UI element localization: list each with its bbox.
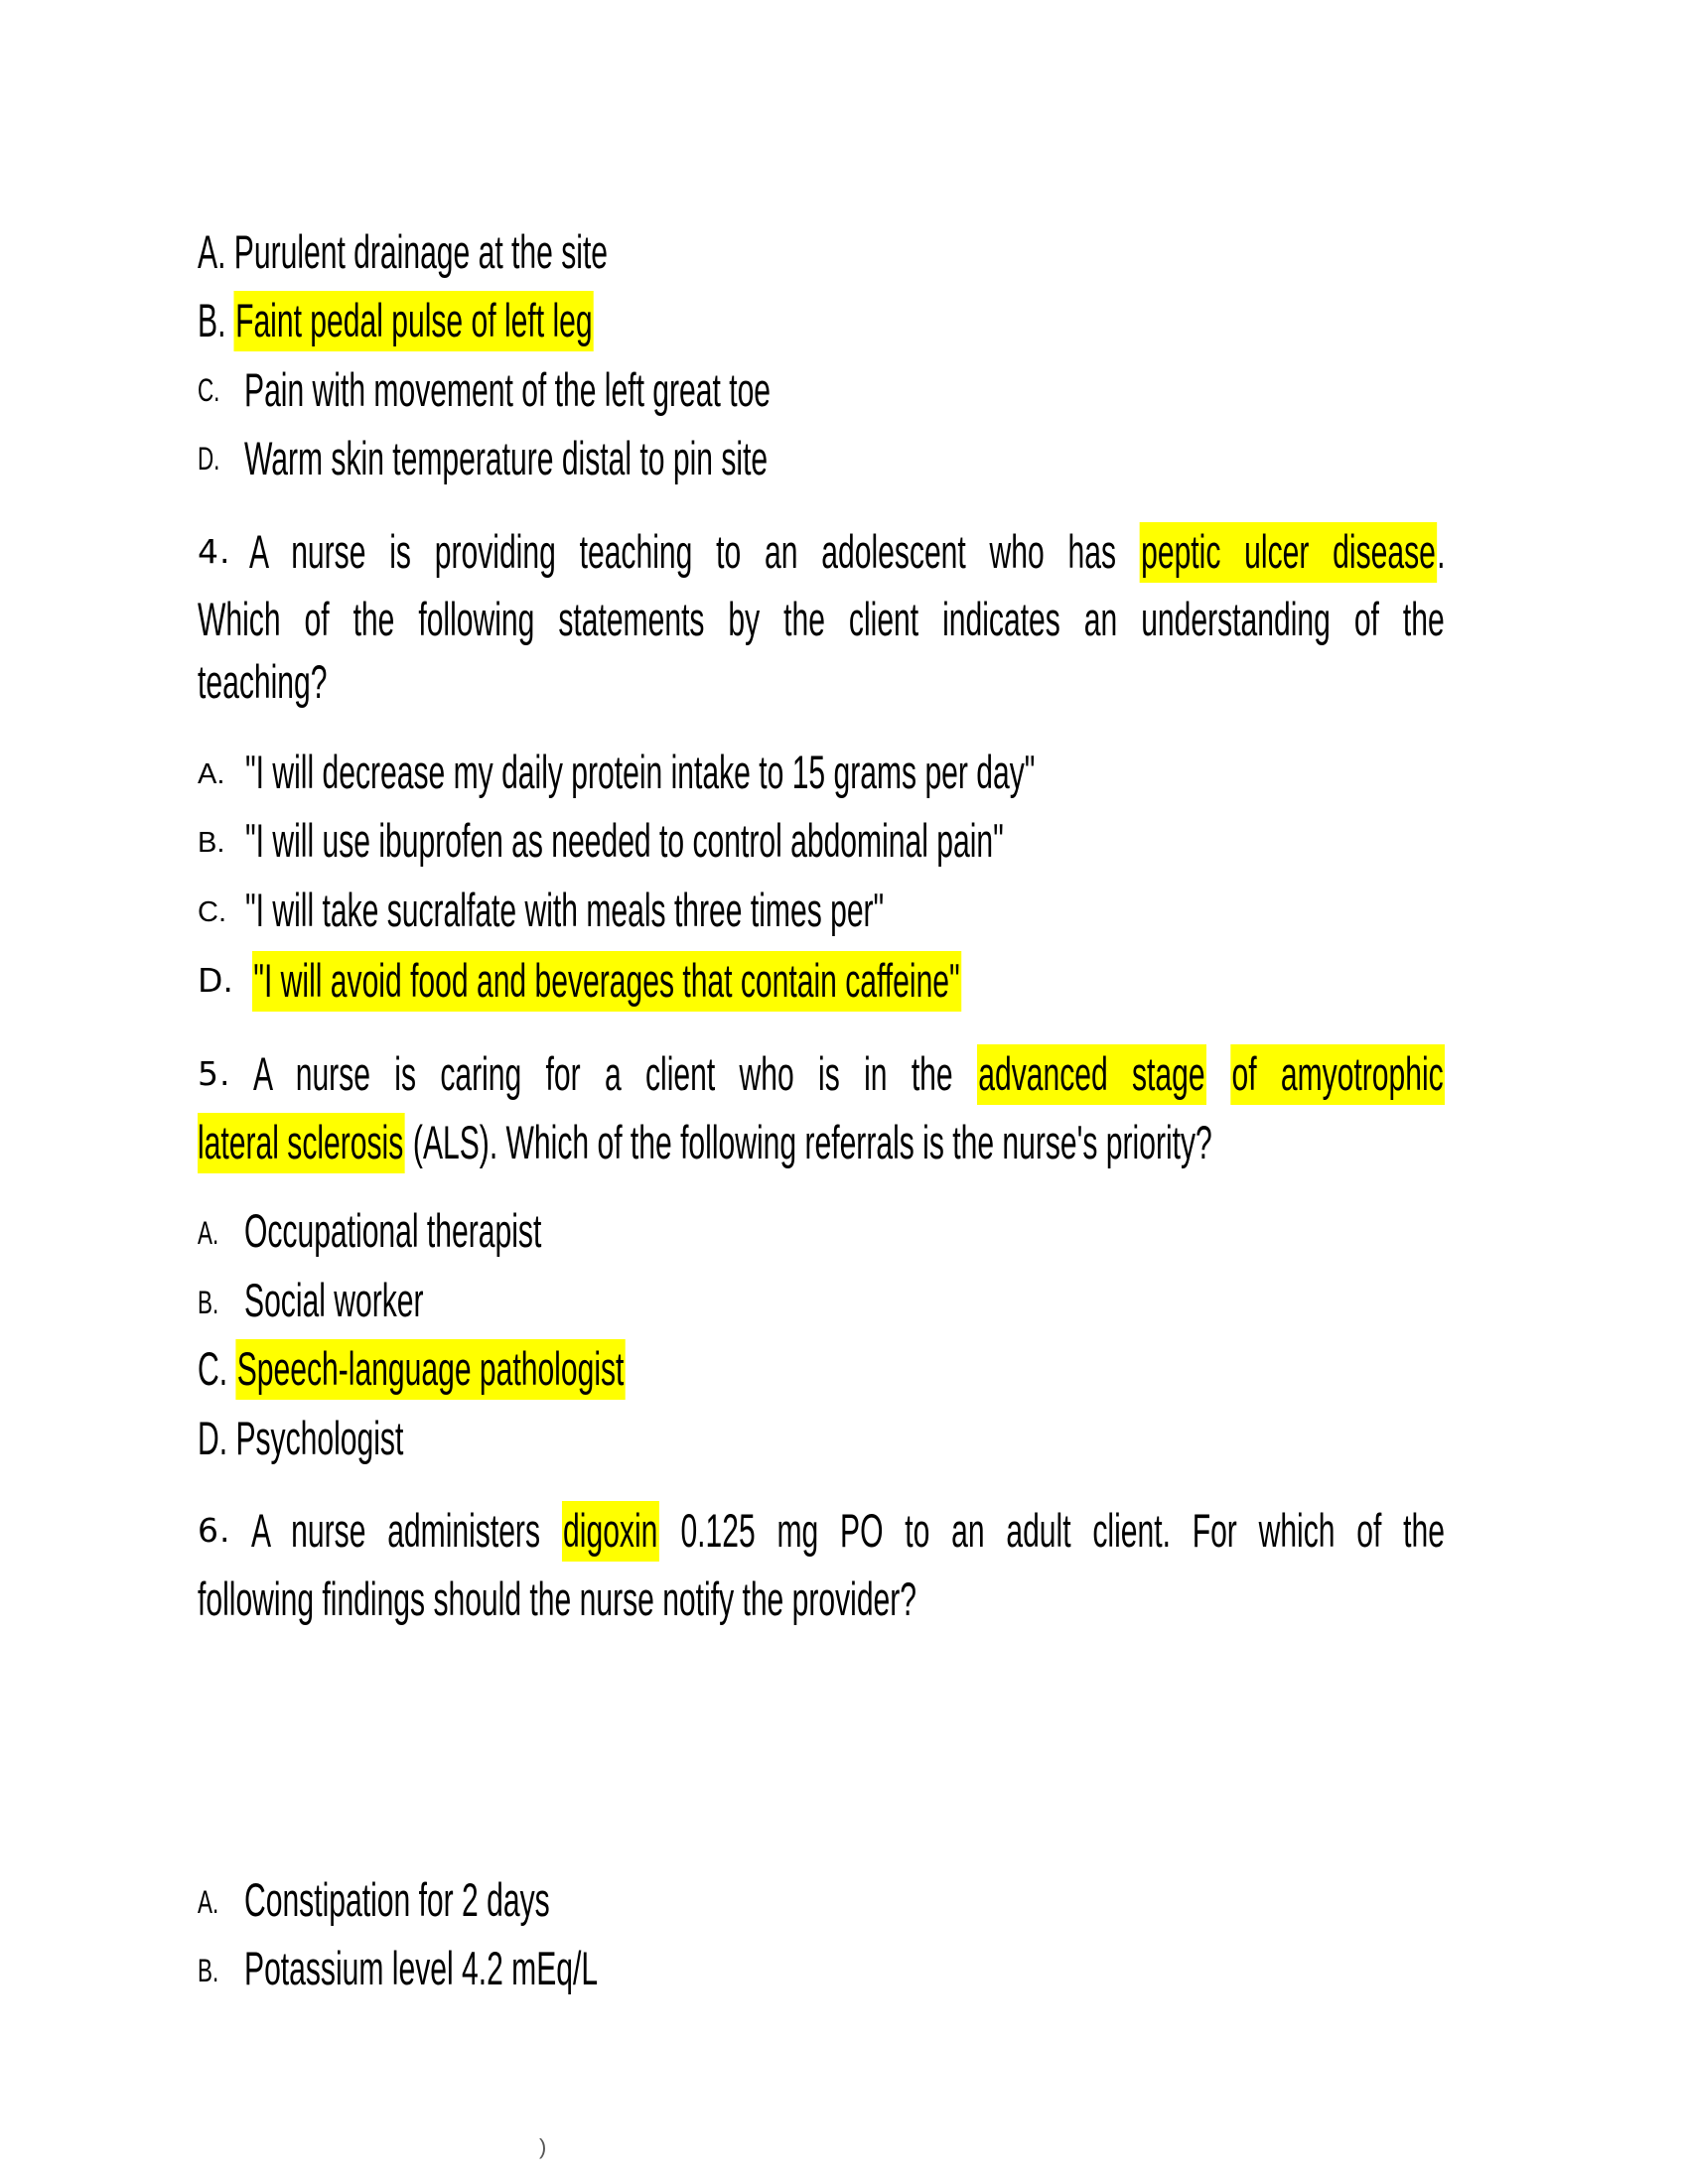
q4-stem-text: A nurse is providing teaching to an adolescent who has (249, 525, 1117, 578)
option-label: C. (198, 372, 220, 408)
option-label: A. (198, 758, 225, 790)
option-label: B. (198, 294, 226, 346)
footer-mark: ) (539, 2134, 547, 2159)
period: . (1437, 525, 1446, 578)
q6-stem-text: following findings should the nurse notify the provider? (198, 1572, 917, 1625)
option-text: Purulent drainage at the site (233, 225, 609, 278)
option-text: Psychologist (235, 1412, 404, 1464)
q4-option-c (198, 880, 885, 941)
q4-option-d (198, 950, 960, 1012)
q6-stem-text: 0.125 mg PO to an adult client. For which of the (680, 1504, 1445, 1557)
option-text: Social worker (244, 1274, 424, 1326)
q5-option-d (198, 1408, 519, 1469)
q5-option-a (198, 1200, 542, 1262)
highlighted-answer: "I will avoid food and beverages that contain caffeine" (252, 951, 961, 1012)
option-label: A. (198, 1884, 219, 1920)
option-label: D. (198, 441, 220, 477)
q6-stem-text: A nurse administers (251, 1504, 540, 1557)
question-number: 5. (198, 1054, 231, 1093)
highlighted-term: advanced stage (977, 1044, 1206, 1105)
q4-option-a (198, 742, 1036, 803)
option-text: Constipation for 2 days (244, 1873, 550, 1926)
q6-stem-line1 (198, 1500, 1445, 1562)
highlighted-term: lateral sclerosis (198, 1113, 405, 1173)
q3-option-d (198, 428, 769, 489)
option-label: D. (198, 961, 233, 1000)
highlighted-term: of amyotrophic (1230, 1044, 1445, 1105)
q5-option-b (198, 1270, 424, 1331)
option-label: C. (198, 896, 226, 928)
option-text: Potassium level 4.2 mEq/L (244, 1942, 599, 1994)
option-text: Occupational therapist (244, 1204, 542, 1257)
q3-option-b (198, 290, 816, 351)
q5-stem-text: A nurse is caring for a client who is in the (253, 1047, 953, 1100)
q6-stem-line2 (198, 1569, 1321, 1630)
option-label: B. (198, 1285, 219, 1320)
q3-option-a (198, 221, 838, 283)
option-label: A. (198, 225, 226, 278)
option-text: "I will take sucralfate with meals three times per" (245, 884, 885, 936)
q3-option-c (198, 359, 772, 421)
highlighted-term: digoxin (562, 1501, 659, 1562)
highlighted-answer: Speech-language pathologist (235, 1339, 625, 1400)
q4-stem-text: Which of the following statements by the client indicates an understanding of the (198, 593, 1445, 645)
q4-stem-text: teaching? (198, 655, 328, 708)
q4-stem-line2 (198, 589, 1445, 650)
q4-option-b (198, 810, 1004, 872)
question-number: 6. (198, 1511, 231, 1550)
q5-stem-line1 (198, 1043, 1445, 1105)
option-label: A. (198, 1215, 219, 1251)
option-label: D. (198, 1412, 228, 1464)
highlighted-answer: Faint pedal pulse of left leg (234, 291, 594, 351)
option-label: B. (198, 827, 225, 859)
option-label: B. (198, 1953, 219, 1988)
q5-stem-text: (ALS). Which of the following referrals is the nurse's priority? (412, 1116, 1212, 1168)
option-text: "I will use ibuprofen as needed to control abdominal pain" (245, 814, 1004, 867)
question-number: 4. (198, 532, 231, 571)
option-label: C. (198, 1342, 228, 1395)
q6-option-a (198, 1869, 550, 1931)
q5-stem-line2 (198, 1112, 1688, 1173)
q5-option-c (198, 1338, 866, 1400)
q4-stem-line3 (198, 651, 400, 713)
q4-stem-line1 (198, 521, 1445, 583)
option-text: Pain with movement of the left great toe (244, 363, 772, 416)
q6-option-b (198, 1938, 599, 1999)
option-text: Warm skin temperature distal to pin site (244, 432, 769, 484)
option-text: "I will decrease my daily protein intake to 15 grams per day" (245, 746, 1036, 798)
highlighted-term: peptic ulcer disease (1140, 522, 1437, 583)
